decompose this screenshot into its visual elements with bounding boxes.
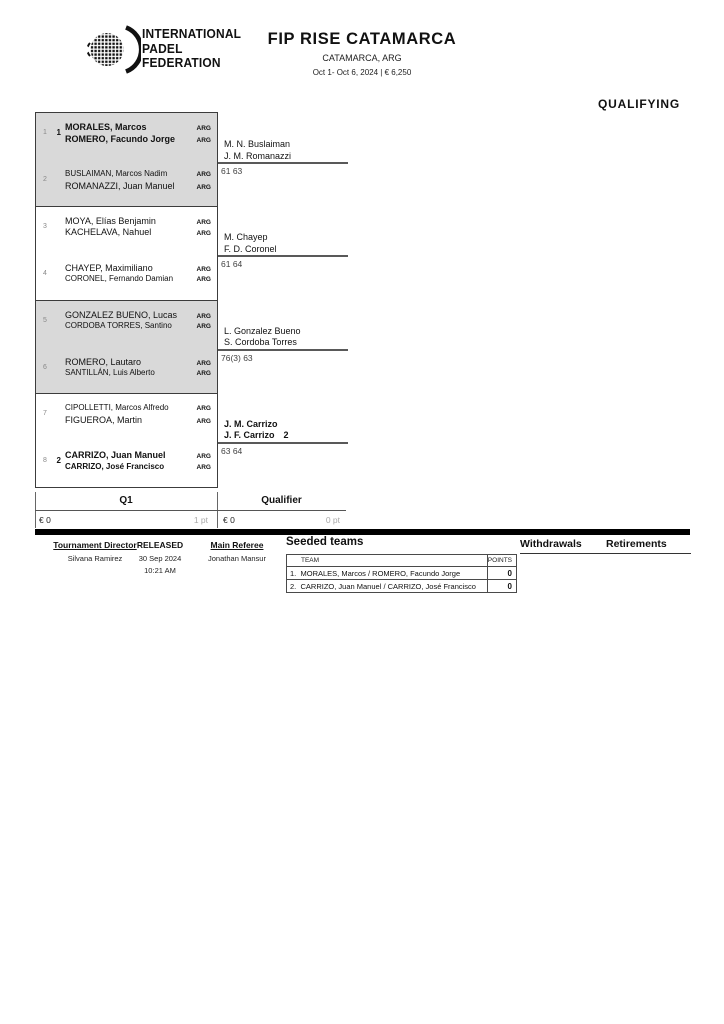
- player-name: SANTILLÁN, Luis Alberto: [65, 368, 155, 377]
- match-score: 61 64: [221, 259, 243, 270]
- player-nationality: ARG: [196, 370, 211, 377]
- team-names: [65, 403, 211, 426]
- player-line: [65, 357, 211, 369]
- player-name: CARRIZO, José Francisco: [65, 461, 165, 471]
- seed-number: 1: [56, 128, 61, 137]
- match-winner: [218, 326, 348, 363]
- player-line: [65, 403, 211, 415]
- winner-player-1: M. Chayep: [224, 232, 268, 243]
- seeded-team-names: MORALES, Marcos / ROMERO, Facundo Jorge: [301, 567, 488, 580]
- event-title: FIP RISE CATAMARCA: [267, 30, 457, 48]
- winner-seed: 2: [283, 430, 289, 441]
- player-name: GONZALEZ BUENO, Lucas: [65, 309, 178, 320]
- match-score: 61 63: [221, 166, 243, 176]
- team-row: [36, 263, 217, 289]
- released-block: [128, 540, 192, 575]
- player-nationality: ARG: [196, 265, 211, 273]
- draw-position-number: 7: [43, 410, 47, 418]
- seeded-teams-header-row: [287, 555, 517, 567]
- player-name: FIGUEROA, Martin: [65, 414, 143, 425]
- player-nationality: ARG: [196, 312, 211, 320]
- seeded-team-number: 2.: [287, 580, 301, 593]
- team-row: [36, 450, 217, 476]
- logo-line-2: PADEL: [142, 40, 183, 56]
- rounds-rule: [35, 510, 346, 511]
- event-location: CATAMARCA, ARG: [322, 53, 402, 63]
- player-nationality: ARG: [196, 405, 211, 413]
- player-name: ROMERO, Lautaro: [65, 356, 142, 367]
- draw-position-number: 2: [43, 176, 47, 183]
- player-nationality: ARG: [196, 323, 211, 330]
- player-nationality: ARG: [196, 218, 211, 226]
- winner-player-2: J. M. Romanazzi: [224, 150, 292, 161]
- main-referee-block: [194, 540, 280, 563]
- main-referee-label: Main Referee: [210, 540, 264, 550]
- team-row: [36, 216, 217, 242]
- player-line: [65, 263, 211, 275]
- winner-names: [218, 419, 348, 442]
- seeded-teams-col-team: TEAM: [287, 555, 488, 567]
- q1-points: 1 pt: [193, 515, 208, 525]
- player-name: CHAYEP, Maximiliano: [65, 262, 153, 273]
- team-names: [65, 169, 211, 192]
- team-names: [65, 216, 211, 239]
- player-line: [65, 274, 211, 286]
- match-winner: [218, 419, 348, 456]
- team-row: [36, 310, 217, 336]
- seeded-teams-col-points: POINTS: [487, 555, 516, 567]
- round-qualifier-label: Qualifier: [261, 495, 302, 506]
- winner-names: [218, 326, 348, 349]
- player-line: [65, 321, 211, 333]
- player-nationality: ARG: [196, 417, 211, 425]
- player-nationality: ARG: [196, 453, 211, 461]
- event-dates-prize: Oct 1- Oct 6, 2024 | € 6,250: [312, 68, 412, 77]
- match-winner: [218, 139, 348, 176]
- tournament-director-label: Tournament Director: [53, 540, 137, 550]
- player-line: [65, 450, 211, 462]
- player-name: MOYA, Elías Benjamin: [65, 215, 156, 226]
- qualifier-points: 0 pt: [325, 515, 340, 525]
- player-line: [65, 169, 211, 181]
- match-winner: [218, 232, 348, 269]
- match-score: 76(3) 63: [221, 352, 253, 363]
- team-names: [65, 450, 211, 473]
- section-label-qualifying: QUALIFYING: [598, 97, 680, 111]
- winner-player-1: J. M. Carrizo: [224, 418, 278, 429]
- winner-player-2: S. Cordoba Torres: [224, 337, 297, 347]
- draw-position-number: 4: [43, 269, 47, 277]
- released-date: 30 Sep 2024: [138, 554, 182, 563]
- draw-position-number: 5: [43, 316, 47, 324]
- match-block: [36, 394, 217, 487]
- seeded-team-row: [287, 580, 517, 593]
- retirements-label: Retirements: [606, 538, 691, 554]
- player-nationality: ARG: [196, 183, 211, 191]
- match-score: 63 64: [221, 445, 243, 456]
- player-nationality: ARG: [196, 136, 211, 144]
- team-names: [65, 122, 211, 145]
- team-row: [36, 169, 217, 195]
- player-name: KACHELAVA, Nahuel: [65, 227, 152, 238]
- draw-position-number: 6: [43, 363, 47, 371]
- player-line: [65, 462, 211, 474]
- winner-player-1: L. Gonzalez Bueno: [224, 325, 301, 336]
- player-name: MORALES, Marcos: [65, 122, 147, 132]
- seeded-team-points: 0: [487, 567, 516, 580]
- team-names: [65, 357, 211, 380]
- player-name: ROMERO, Facundo Jorge: [65, 133, 176, 144]
- player-nationality: ARG: [196, 230, 211, 238]
- player-nationality: ARG: [196, 463, 211, 471]
- match-block: [36, 113, 217, 207]
- footer-divider-bar: [35, 529, 690, 535]
- draw-position-number: 1: [43, 129, 47, 136]
- player-name: BUSLAIMAN, Marcos Nadim: [65, 169, 168, 178]
- tournament-director-name: Silvana Ramirez: [67, 554, 123, 563]
- draw-position-number: 8: [43, 457, 47, 465]
- seeded-team-row: [287, 567, 517, 580]
- team-names: [65, 310, 211, 333]
- round-q1-label: Q1: [119, 495, 133, 506]
- winner-names: [218, 232, 348, 255]
- match-block: [36, 207, 217, 301]
- player-name: CORDOBA TORRES, Santino: [65, 321, 172, 330]
- player-line: [65, 368, 211, 380]
- team-row: [36, 122, 217, 148]
- player-line: [65, 415, 211, 427]
- draw-position-number: 3: [43, 222, 47, 230]
- seeded-team-names: CARRIZO, Juan Manuel / CARRIZO, José Francisco: [301, 580, 488, 593]
- main-referee-name: Jonathan Mansur: [208, 554, 266, 563]
- released-time: 10:21 AM: [144, 566, 176, 575]
- player-nationality: ARG: [196, 125, 211, 132]
- team-names: [65, 263, 211, 286]
- player-line: [65, 310, 211, 322]
- draw-box: [35, 112, 218, 488]
- player-line: [65, 227, 211, 239]
- team-row: [36, 403, 217, 429]
- player-nationality: ARG: [196, 171, 211, 178]
- seeded-team-points: 0: [487, 580, 516, 593]
- player-line: [65, 134, 211, 146]
- ipf-logo-icon: [83, 24, 141, 76]
- seeded-team-number: 1.: [287, 567, 301, 580]
- qualifier-prize: € 0: [223, 515, 235, 525]
- player-line: [65, 216, 211, 228]
- seeded-teams-table: [286, 554, 517, 593]
- seeded-teams-title: Seeded teams: [286, 536, 364, 548]
- winner-player-2: F. D. Coronel: [224, 243, 277, 254]
- withdrawals-label: Withdrawals: [520, 538, 608, 554]
- player-nationality: ARG: [196, 359, 211, 367]
- player-name: ROMANAZZI, Juan Manuel: [65, 180, 175, 191]
- player-name: CORONEL, Fernando Damian: [65, 274, 174, 284]
- player-nationality: ARG: [196, 276, 211, 284]
- released-label: RELEASED: [136, 540, 184, 550]
- player-name: CARRIZO, Juan Manuel: [65, 450, 166, 461]
- player-line: [65, 181, 211, 193]
- match-block: [36, 301, 217, 395]
- event-header: [212, 30, 512, 77]
- qualifying-bracket: [35, 112, 365, 492]
- round-q1-values: [35, 513, 217, 525]
- rounds-bar: [35, 491, 346, 530]
- seed-number: 2: [56, 456, 61, 466]
- round-qualifier-values: [217, 513, 346, 525]
- winner-names: [218, 139, 348, 162]
- seeded-teams-block: [286, 536, 517, 593]
- winner-player-1: M. N. Buslaiman: [224, 139, 291, 149]
- q1-prize: € 0: [39, 515, 51, 525]
- team-row: [36, 357, 217, 383]
- logo-line-1: INTERNATIONAL: [142, 26, 242, 41]
- winner-player-2: J. F. Carrizo 2: [224, 430, 289, 441]
- player-line: [65, 122, 211, 134]
- logo-line-3: FEDERATION: [142, 55, 221, 70]
- player-name: CIPOLLETTI, Marcos Alfredo: [65, 403, 169, 413]
